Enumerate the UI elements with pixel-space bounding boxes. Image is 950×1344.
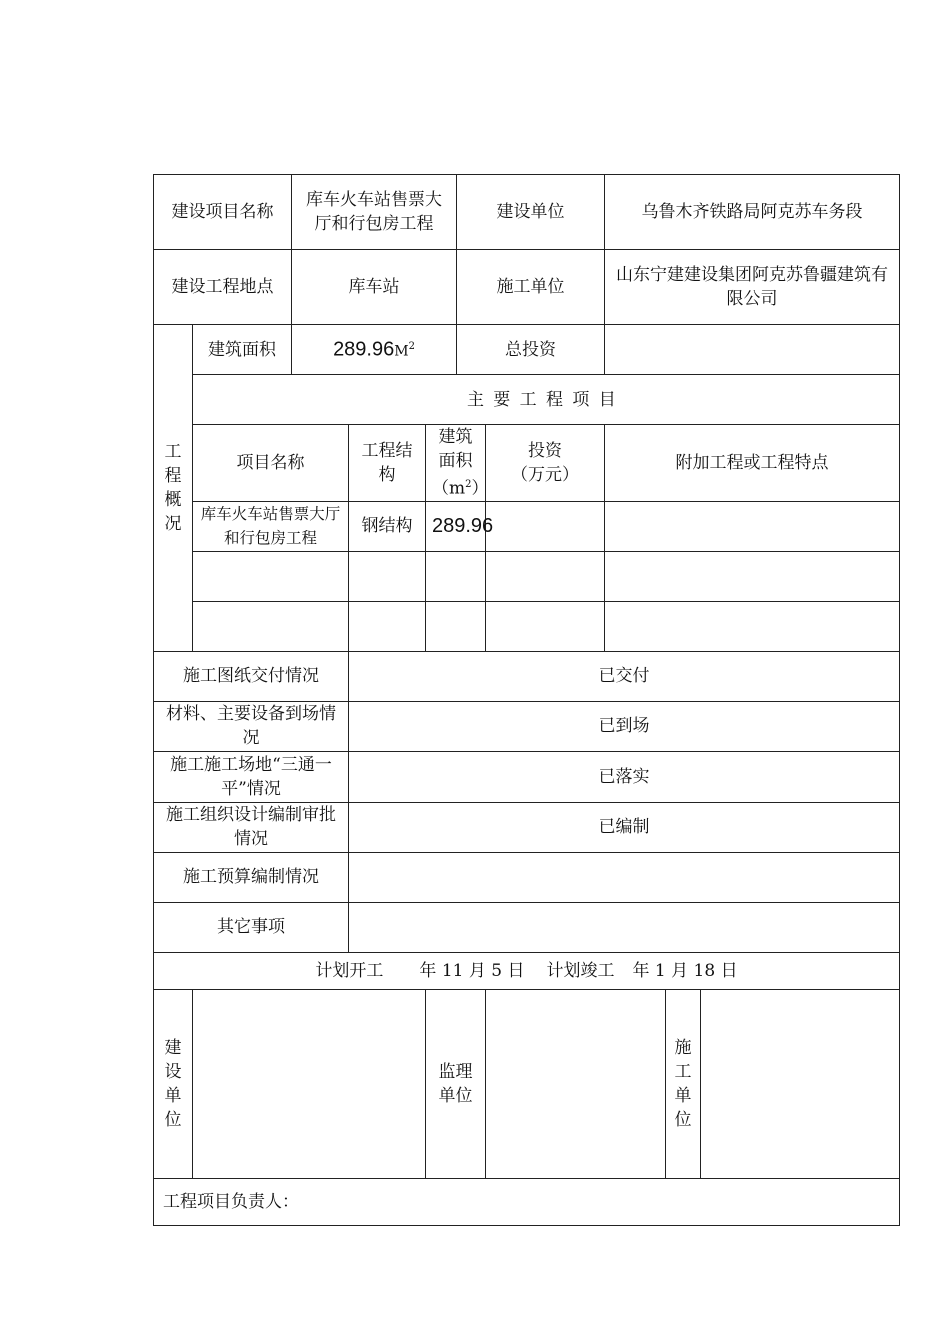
area-unit-open: （m: [432, 478, 466, 499]
location-label: 建设工程地点: [154, 250, 292, 325]
table-row: [154, 601, 900, 651]
overview-char: 程: [164, 465, 182, 486]
status-value: [349, 902, 900, 952]
status-row: [154, 651, 900, 701]
contractor-sign-area: [701, 989, 900, 1178]
item-structure: 钢结构: [349, 501, 426, 551]
status-label: 其它事项: [154, 902, 349, 952]
status-row: [154, 902, 900, 952]
status-value: 已交付: [349, 651, 900, 701]
builder-sign-label: [154, 989, 193, 1178]
item-investment: [486, 601, 605, 651]
overview-label: [154, 325, 193, 652]
items-header-investment: [486, 425, 605, 502]
item-features: [605, 501, 900, 551]
items-header-area: [426, 425, 489, 502]
status-row: [154, 701, 900, 751]
item-name: [193, 551, 349, 601]
contractor-sign-label: [666, 989, 701, 1178]
item-structure: [349, 551, 426, 601]
item-name: 库车火车站售票大厅和行包房工程: [193, 501, 349, 551]
area-unit-sup: 2: [465, 479, 472, 490]
item-structure: [349, 601, 426, 651]
contractor-value: 山东宁建建设集团阿克苏鲁疆建筑有限公司: [605, 250, 900, 325]
area-unit: M: [394, 343, 409, 360]
items-header-area-label: 建筑面积: [438, 427, 473, 471]
builder-unit-label: 建设单位: [457, 175, 605, 250]
end-date: 年 1 月 18 日: [632, 960, 738, 981]
overview-char: 况: [164, 513, 182, 534]
contractor-sign-char: 单: [674, 1085, 692, 1106]
item-name: [193, 601, 349, 651]
status-row: [154, 751, 900, 802]
status-label: 材料、主要设备到场情况: [154, 701, 349, 751]
location-value: 库车站: [292, 250, 457, 325]
table-row: [154, 551, 900, 601]
contractor-label: 施工单位: [457, 250, 605, 325]
total-investment-label: 总投资: [457, 325, 605, 375]
area-unit-sup: 2: [408, 341, 415, 353]
supervisor-sign-label: 监理单位: [426, 989, 486, 1178]
total-investment-value: [605, 325, 900, 375]
item-area: [426, 601, 486, 651]
contractor-sign-char: 工: [674, 1061, 692, 1082]
project-name-value: 库车火车站售票大厅和行包房工程: [292, 175, 457, 250]
status-value: [349, 852, 900, 902]
area-label: 建筑面积: [193, 325, 292, 375]
end-label: 计划竣工: [546, 960, 615, 981]
item-features: [605, 551, 900, 601]
table-row: [154, 501, 900, 551]
contractor-sign-char: 位: [674, 1109, 692, 1130]
builder-sign-area: [193, 989, 426, 1178]
item-area: 289.96: [426, 501, 486, 551]
builder-sign-char: 位: [164, 1109, 182, 1130]
area-unit-close: ）: [471, 478, 489, 499]
contractor-sign-char: 施: [674, 1037, 692, 1058]
status-label: 施工施工场地“三通一平”情况: [154, 751, 349, 802]
area-value-cell: [292, 325, 457, 375]
item-features: [605, 601, 900, 651]
project-start-report-table: [153, 174, 900, 1226]
item-investment: [486, 551, 605, 601]
item-area: [426, 551, 486, 601]
status-row: [154, 852, 900, 902]
schedule-row: [154, 952, 900, 989]
status-label: 施工组织设计编制审批情况: [154, 802, 349, 852]
items-header-features: 附加工程或工程特点: [605, 425, 900, 502]
status-label: 施工图纸交付情况: [154, 651, 349, 701]
area-value: 289.96: [333, 338, 395, 361]
builder-sign-char: 建: [164, 1037, 182, 1058]
start-label: 计划开工: [315, 960, 384, 981]
builder-sign-char: 单: [164, 1085, 182, 1106]
items-header-investment-unit: （万元）: [511, 464, 580, 485]
items-header-structure: 工程结构: [349, 425, 426, 502]
status-label: 施工预算编制情况: [154, 852, 349, 902]
builder-unit-value: 乌鲁木齐铁路局阿克苏车务段: [605, 175, 900, 250]
status-value: 已落实: [349, 751, 900, 802]
overview-char: 工: [164, 441, 182, 462]
status-value: 已到场: [349, 701, 900, 751]
status-value: 已编制: [349, 802, 900, 852]
project-name-label: 建设项目名称: [154, 175, 292, 250]
items-header-name: 项目名称: [193, 425, 349, 502]
supervisor-sign-area: [486, 989, 666, 1178]
project-manager-label: 工程项目负责人：: [154, 1178, 900, 1225]
overview-char: 概: [164, 489, 182, 510]
main-items-heading: 主要工程项目: [193, 375, 900, 425]
items-header-area-unit: [432, 473, 489, 501]
items-header-investment-label: 投资: [528, 440, 563, 461]
builder-sign-char: 设: [164, 1061, 182, 1082]
item-investment: [486, 501, 605, 551]
start-date: 年 11 月 5 日: [419, 960, 525, 981]
status-row: [154, 802, 900, 852]
